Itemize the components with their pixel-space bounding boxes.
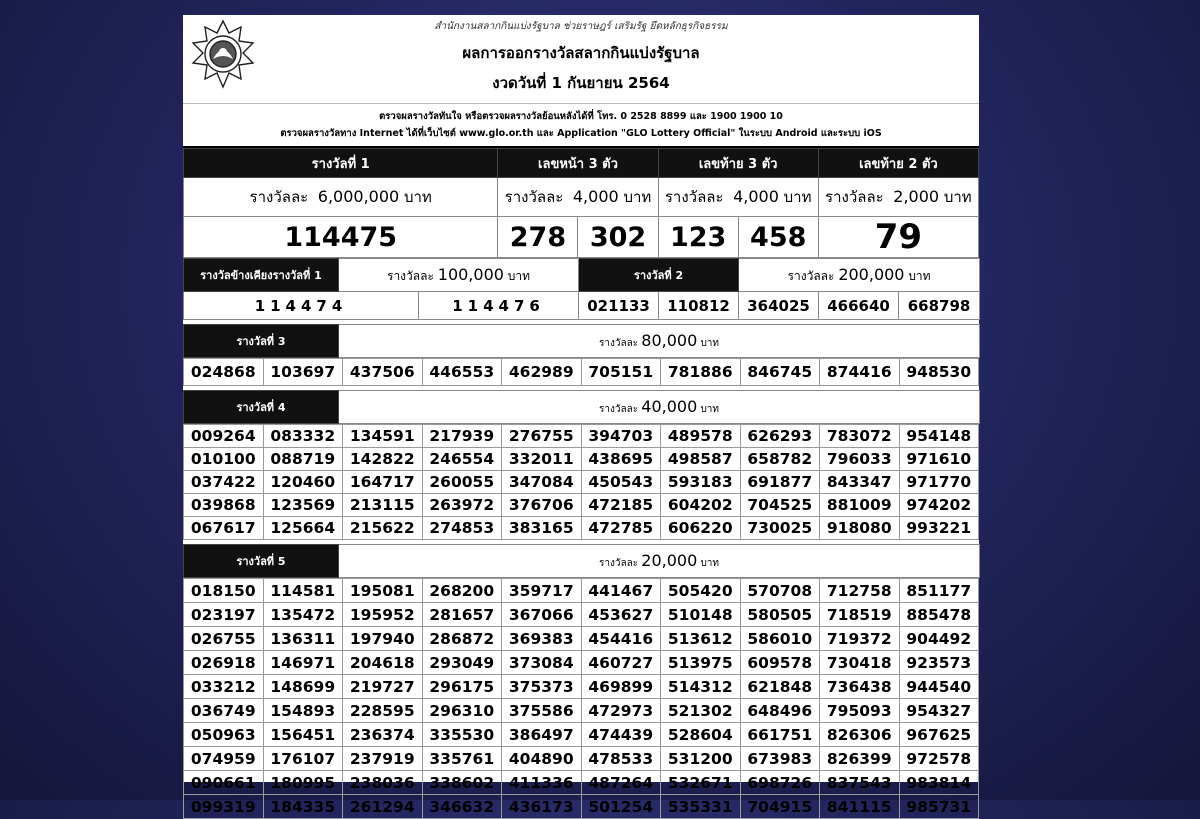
prize4-number: 606220 [661,517,741,540]
prize4-number: 088719 [263,448,343,471]
prize5-number: 885478 [899,603,979,627]
prize4-number: 215622 [343,517,423,540]
prize5-number: 528604 [661,723,741,747]
prize4-number: 971770 [899,471,979,494]
prize5-number: 718519 [820,603,900,627]
prize4-number: 120460 [263,471,343,494]
prize3-table [183,324,980,358]
prize5-number: 478533 [581,747,661,771]
prize4-number: 489578 [661,425,741,448]
prize5-number: 972578 [899,747,979,771]
prize5-number: 621848 [740,675,820,699]
prize5-number: 460727 [581,651,661,675]
prize4-number: 472785 [581,517,661,540]
prize4-number: 039868 [184,494,264,517]
prize4-amount: รางวัลละ 40,000 บาท [339,391,980,424]
prize4-number: 246554 [422,448,502,471]
prize5-number: 513612 [661,627,741,651]
prize4-row [184,494,979,517]
prize5-number: 369383 [502,627,582,651]
prize5-number: 730418 [820,651,900,675]
last3-label: เลขท้าย 3 ตัว [658,149,818,178]
prize5-number: 176107 [263,747,343,771]
prize5-number: 367066 [502,603,582,627]
prize4-number: 450543 [581,471,661,494]
prize5-number: 228595 [343,699,423,723]
prize5-number: 586010 [740,627,820,651]
prize4-table [183,390,980,424]
prize5-number: 146971 [263,651,343,675]
adjacent-prize-label: รางวัลข้างเคียงรางวัลที่ 1 [184,259,339,292]
prize4-number: 134591 [343,425,423,448]
prize5-number: 293049 [422,651,502,675]
prize5-number: 281657 [422,603,502,627]
prize5-row [184,771,979,795]
prize5-number: 514312 [661,675,741,699]
prize3-number: 437506 [343,359,423,386]
prize5-number: 404890 [502,747,582,771]
page-title: ผลการออกรางวัลสลากกินแบ่งรัฐบาล [462,44,700,62]
prize5-number: 286872 [422,627,502,651]
prize5-numbers [183,578,979,819]
prize4-number: 438695 [581,448,661,471]
prize5-number: 712758 [820,579,900,603]
prize4-row [184,471,979,494]
prize5-amount: รางวัลละ 20,000 บาท [339,545,980,578]
prize4-number: 213115 [343,494,423,517]
prize5-number: 837543 [820,771,900,795]
prize2-number: 364025 [739,292,819,320]
prize3-number: 446553 [422,359,502,386]
prize5-number: 795093 [820,699,900,723]
prize4-number: 009264 [184,425,264,448]
front3-number: 302 [578,217,658,258]
prize3-number: 103697 [263,359,343,386]
prize4-number: 263972 [422,494,502,517]
prize5-number: 375373 [502,675,582,699]
prize5-number: 580505 [740,603,820,627]
prize5-number: 826306 [820,723,900,747]
prize5-row [184,579,979,603]
prize3-number: 846745 [740,359,820,386]
draw-date: งวดวันที่ 1 กันยายน 2564 [492,74,670,92]
prize5-number: 238036 [343,771,423,795]
prize4-number: 274853 [422,517,502,540]
prize5-number: 346632 [422,795,502,819]
prize4-number: 730025 [740,517,820,540]
prize3-number: 705151 [581,359,661,386]
prize4-number: 125664 [263,517,343,540]
prize5-number: 154893 [263,699,343,723]
prize5-row [184,747,979,771]
prize5-number: 736438 [820,675,900,699]
prize5-number: 296310 [422,699,502,723]
prize5-number: 156451 [263,723,343,747]
prize5-number: 026755 [184,627,264,651]
prize5-number: 099319 [184,795,264,819]
prize5-number: 570708 [740,579,820,603]
top-prizes-table [183,148,979,258]
prize5-number: 197940 [343,627,423,651]
prize4-number: 881009 [820,494,900,517]
first-prize-amount: รางวัลละ 6,000,000 บาท [184,178,498,217]
prize5-number: 513975 [661,651,741,675]
last3-number: 123 [658,217,738,258]
prize4-number: 796033 [820,448,900,471]
prize4-number: 276755 [502,425,582,448]
prize5-row [184,603,979,627]
prize5-number: 373084 [502,651,582,675]
prize5-number: 359717 [502,579,582,603]
prize5-number: 510148 [661,603,741,627]
prize5-number: 335530 [422,723,502,747]
prize5-number: 521302 [661,699,741,723]
lottery-results-sheet [183,15,979,816]
prize5-number: 204618 [343,651,423,675]
prize5-number: 296175 [422,675,502,699]
prize4-number: 142822 [343,448,423,471]
prize4-label: รางวัลที่ 4 [184,391,339,424]
prize5-number: 236374 [343,723,423,747]
prize5-number: 033212 [184,675,264,699]
prize5-number: 386497 [502,723,582,747]
prize4-row [184,425,979,448]
prize4-number: 217939 [422,425,502,448]
prize5-number: 487264 [581,771,661,795]
prize4-number: 974202 [899,494,979,517]
prize4-number: 394703 [581,425,661,448]
prize5-number: 704915 [740,795,820,819]
prize4-number: 164717 [343,471,423,494]
prize5-label: รางวัลที่ 5 [184,545,339,578]
prize4-number: 083332 [263,425,343,448]
check-info [183,104,979,148]
prize5-number: 018150 [184,579,264,603]
prize3-label: รางวัลที่ 3 [184,325,339,358]
prize5-number: 983814 [899,771,979,795]
prize4-number: 971610 [899,448,979,471]
prize4-number: 658782 [740,448,820,471]
prize3-number: 948530 [899,359,979,386]
last3-amount: รางวัลละ 4,000 บาท [658,178,818,217]
prize5-table [183,544,980,578]
prize5-number: 136311 [263,627,343,651]
prize2-number: 466640 [819,292,899,320]
prize5-number: 184335 [263,795,343,819]
prize5-row [184,699,979,723]
prize5-number: 135472 [263,603,343,627]
prize4-number: 783072 [820,425,900,448]
prize3-amount: รางวัลละ 80,000 บาท [339,325,980,358]
prize5-number: 648496 [740,699,820,723]
prize5-row [184,795,979,819]
prize5-number: 967625 [899,723,979,747]
prize5-number: 195081 [343,579,423,603]
prize3-number: 462989 [502,359,582,386]
prize5-number: 335761 [422,747,502,771]
prize5-number: 375586 [502,699,582,723]
prize4-number: 604202 [661,494,741,517]
prize2-number: 668798 [899,292,980,320]
prize5-number: 237919 [343,747,423,771]
prize4-number: 918080 [820,517,900,540]
prize5-number: 985731 [899,795,979,819]
prize5-number: 454416 [581,627,661,651]
prize5-number: 026918 [184,651,264,675]
prize5-number: 453627 [581,603,661,627]
front3-number: 278 [498,217,578,258]
prize4-number: 954148 [899,425,979,448]
prize5-number: 505420 [661,579,741,603]
adjacent-prize-amount: รางวัลละ 100,000 บาท [339,259,579,292]
prize3-number: 874416 [820,359,900,386]
first-prize-number: 114475 [184,217,498,258]
prize5-number: 023197 [184,603,264,627]
prize5-number: 436173 [502,795,582,819]
prize5-number: 923573 [899,651,979,675]
adjacent-and-prize2-table [183,258,980,320]
prize4-number: 993221 [899,517,979,540]
prize5-row [184,675,979,699]
prize5-number: 219727 [343,675,423,699]
prize5-row [184,627,979,651]
prize4-number: 010100 [184,448,264,471]
prize5-number: 474439 [581,723,661,747]
prize4-number: 843347 [820,471,900,494]
prize5-number: 826399 [820,747,900,771]
check-web-line: ตรวจผลรางวัลทาง Internet ได้ที่เว็บไซต์ www.glo.or.th และ Application "GLO Lottery Official" ในระบบ Android และระบบ iOS [280,128,882,139]
sheet-header [183,15,979,104]
prize5-number: 338602 [422,771,502,795]
adjacent-number: 114476 [419,292,579,320]
prize4-number: 260055 [422,471,502,494]
prize5-number: 114581 [263,579,343,603]
prize5-number: 944540 [899,675,979,699]
last2-number: 79 [818,217,978,258]
prize5-number: 180995 [263,771,343,795]
prize5-number: 268200 [422,579,502,603]
prize4-number: 067617 [184,517,264,540]
last2-label: เลขท้าย 2 ตัว [818,149,978,178]
first-prize-label: รางวัลที่ 1 [184,149,498,178]
prize4-number: 332011 [502,448,582,471]
prize5-number: 261294 [343,795,423,819]
prize4-number: 347084 [502,471,582,494]
prize5-number: 472973 [581,699,661,723]
adjacent-number: 114474 [184,292,419,320]
prize4-number: 376706 [502,494,582,517]
prize5-number: 074959 [184,747,264,771]
prize4-number: 472185 [581,494,661,517]
prize5-number: 195952 [343,603,423,627]
prize5-number: 609578 [740,651,820,675]
last3-number: 458 [738,217,818,258]
prize5-number: 535331 [661,795,741,819]
prize5-number: 531200 [661,747,741,771]
prize4-row [184,517,979,540]
prize5-number: 698726 [740,771,820,795]
prize2-number: 021133 [579,292,659,320]
prize2-label: รางวัลที่ 2 [579,259,739,292]
prize5-number: 841115 [820,795,900,819]
prize5-row [184,723,979,747]
check-phone-line: ตรวจผลรางวัลทันใจ หรือตรวจผลรางวัลย้อนหลังได้ที่ โทร. 0 2528 8899 และ 1900 1900 10 [379,111,783,122]
prize2-amount: รางวัลละ 200,000 บาท [739,259,980,292]
prize3-numbers [183,358,979,386]
prize2-number: 110812 [659,292,739,320]
prize4-number: 383165 [502,517,582,540]
prize4-number: 593183 [661,471,741,494]
prize5-number: 719372 [820,627,900,651]
prize5-number: 501254 [581,795,661,819]
prize5-number: 090661 [184,771,264,795]
prize5-number: 411336 [502,771,582,795]
last2-amount: รางวัลละ 2,000 บาท [818,178,978,217]
prize4-number: 704525 [740,494,820,517]
prize4-number: 037422 [184,471,264,494]
prize4-numbers [183,424,979,540]
front3-label: เลขหน้า 3 ตัว [498,149,658,178]
prize5-number: 851177 [899,579,979,603]
prize4-number: 626293 [740,425,820,448]
prize5-number: 532671 [661,771,741,795]
prize5-number: 673983 [740,747,820,771]
front3-amount: รางวัลละ 4,000 บาท [498,178,658,217]
prize5-number: 036749 [184,699,264,723]
prize5-number: 469899 [581,675,661,699]
prize5-number: 050963 [184,723,264,747]
prize4-row [184,448,979,471]
prize3-number: 781886 [661,359,741,386]
prize5-number: 954327 [899,699,979,723]
prize5-number: 661751 [740,723,820,747]
prize4-number: 123569 [263,494,343,517]
prize4-number: 498587 [661,448,741,471]
prize3-number: 024868 [184,359,264,386]
prize4-number: 691877 [740,471,820,494]
prize5-number: 441467 [581,579,661,603]
agency-motto: สำนักงานสลากกินแบ่งรัฐบาล ช่วยราษฎร์ เสริมรัฐ ยึดหลักธุรกิจธรรม [434,21,728,32]
prize5-number: 148699 [263,675,343,699]
prize5-number: 904492 [899,627,979,651]
prize5-row [184,651,979,675]
